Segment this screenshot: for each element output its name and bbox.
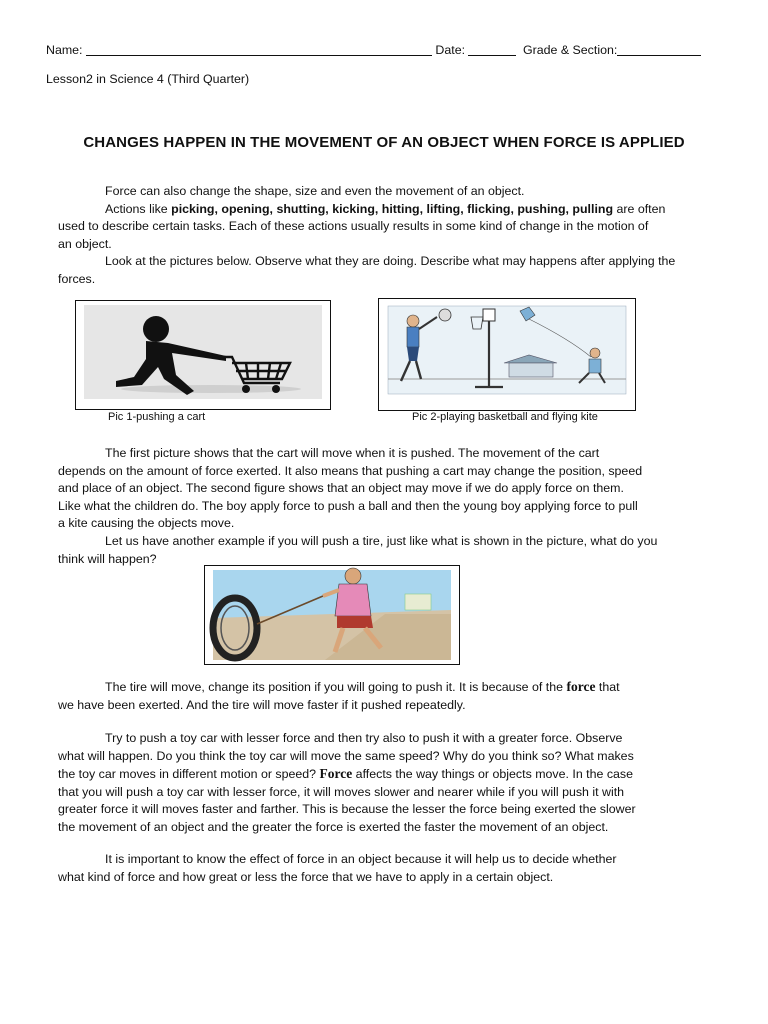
intro-p2-line3: an object. bbox=[58, 236, 112, 251]
intro-p2-end: are often bbox=[613, 201, 666, 216]
pushing-tire-illustration bbox=[205, 566, 459, 664]
date-label: Date: bbox=[435, 43, 466, 57]
grade-section-label: Grade & Section: bbox=[522, 43, 618, 57]
worksheet-header bbox=[46, 42, 722, 57]
conclusion-line: what kind of force and how great or less the force that we have to apply in a certain object. bbox=[58, 869, 554, 884]
pic2-frame bbox=[378, 298, 636, 411]
page-title: CHANGES HAPPEN IN THE MOVEMENT OF AN OBJECT WHEN FORCE IS APPLIED bbox=[83, 134, 685, 151]
conclusion-line: It is important to know the effect of force in an object because it will help us to decide whether bbox=[105, 852, 617, 866]
pic1-caption: Pic 1-pushing a cart bbox=[108, 411, 206, 423]
toycar-line-end: affects the way things or objects move. In the case bbox=[352, 767, 634, 782]
intro-p2-line2: used to describe certain tasks. Each of these actions usually results in some kind of change in the motion of bbox=[58, 219, 649, 234]
name-label: Name: bbox=[46, 43, 83, 57]
pic1-frame bbox=[75, 300, 331, 410]
tire-line-end: that bbox=[595, 680, 620, 694]
toy-car-paragraph bbox=[58, 730, 710, 837]
lesson-subtitle: Lesson2 in Science 4 (Third Quarter) bbox=[46, 72, 250, 86]
toycar-line: what will happen. Do you think the toy car will move the same speed? Why do you think so? What makes bbox=[58, 748, 634, 763]
explain-line: Like what the children do. The boy apply force to push a ball and then the young boy applying force to pull bbox=[58, 498, 638, 513]
grade-section-blank[interactable] bbox=[617, 42, 701, 56]
intro-paragraph bbox=[58, 183, 710, 289]
force-term: Force bbox=[319, 766, 353, 782]
explain-line: think will happen? bbox=[58, 551, 157, 566]
tire-picture-frame bbox=[204, 565, 460, 665]
toycar-line: Try to push a toy car with lesser force and then try also to push it with a greater force. Observe bbox=[105, 731, 623, 745]
action-words: picking, opening, shutting, kicking, hitting, lifting, flicking, pushing, pulling bbox=[171, 201, 614, 216]
tire-line-start: The tire will move, change its position if you will going to push it. It is because of the bbox=[105, 680, 567, 694]
explain-line: The first picture shows that the cart will move when it is pushed. The movement of the cart bbox=[105, 446, 600, 460]
explain-line: depends on the amount of force exerted. It also means that pushing a cart may change the position, speed bbox=[58, 463, 643, 478]
intro-p1: Force can also change the shape, size and even the movement of an object. bbox=[105, 184, 525, 198]
tire-line: we have been exerted. And the tire will move faster if it pushed repeatedly. bbox=[58, 697, 466, 712]
basketball-kite-illustration bbox=[379, 299, 635, 410]
explanation-paragraph bbox=[58, 445, 710, 568]
toycar-line: greater force it will moves faster and farther. This is because the lesser the force being exerted the slower bbox=[58, 802, 636, 817]
intro-p3-line2: forces. bbox=[58, 271, 96, 286]
pic2-caption: Pic 2-playing basketball and flying kite bbox=[412, 411, 598, 423]
tire-paragraph bbox=[58, 678, 710, 714]
explain-line: Let us have another example if you will push a tire, just like what is shown in the picture, what do you bbox=[105, 533, 658, 548]
name-blank[interactable] bbox=[86, 42, 432, 56]
toycar-line: the movement of an object and the greater the force is exerted the faster the movement of an object. bbox=[58, 819, 609, 834]
date-blank[interactable] bbox=[468, 42, 516, 56]
conclusion-paragraph bbox=[58, 851, 710, 886]
intro-p2-start: Actions like bbox=[105, 201, 172, 216]
intro-p3-line1: Look at the pictures below. Observe what they are doing. Describe what may happens after applying the bbox=[105, 254, 676, 269]
explain-line: and place of an object. The second figure shows that an object may move if we do apply force on them. bbox=[58, 481, 624, 496]
force-term: force bbox=[566, 679, 596, 694]
explain-line: a kite causing the objects move. bbox=[58, 516, 235, 531]
pushing-cart-illustration bbox=[76, 301, 330, 409]
toycar-line-start: the toy car moves in different motion or speed? bbox=[58, 767, 320, 782]
toycar-line: that you will push a toy car with lesser force, it will moves slower and nearer while if you will push it with bbox=[58, 784, 625, 799]
